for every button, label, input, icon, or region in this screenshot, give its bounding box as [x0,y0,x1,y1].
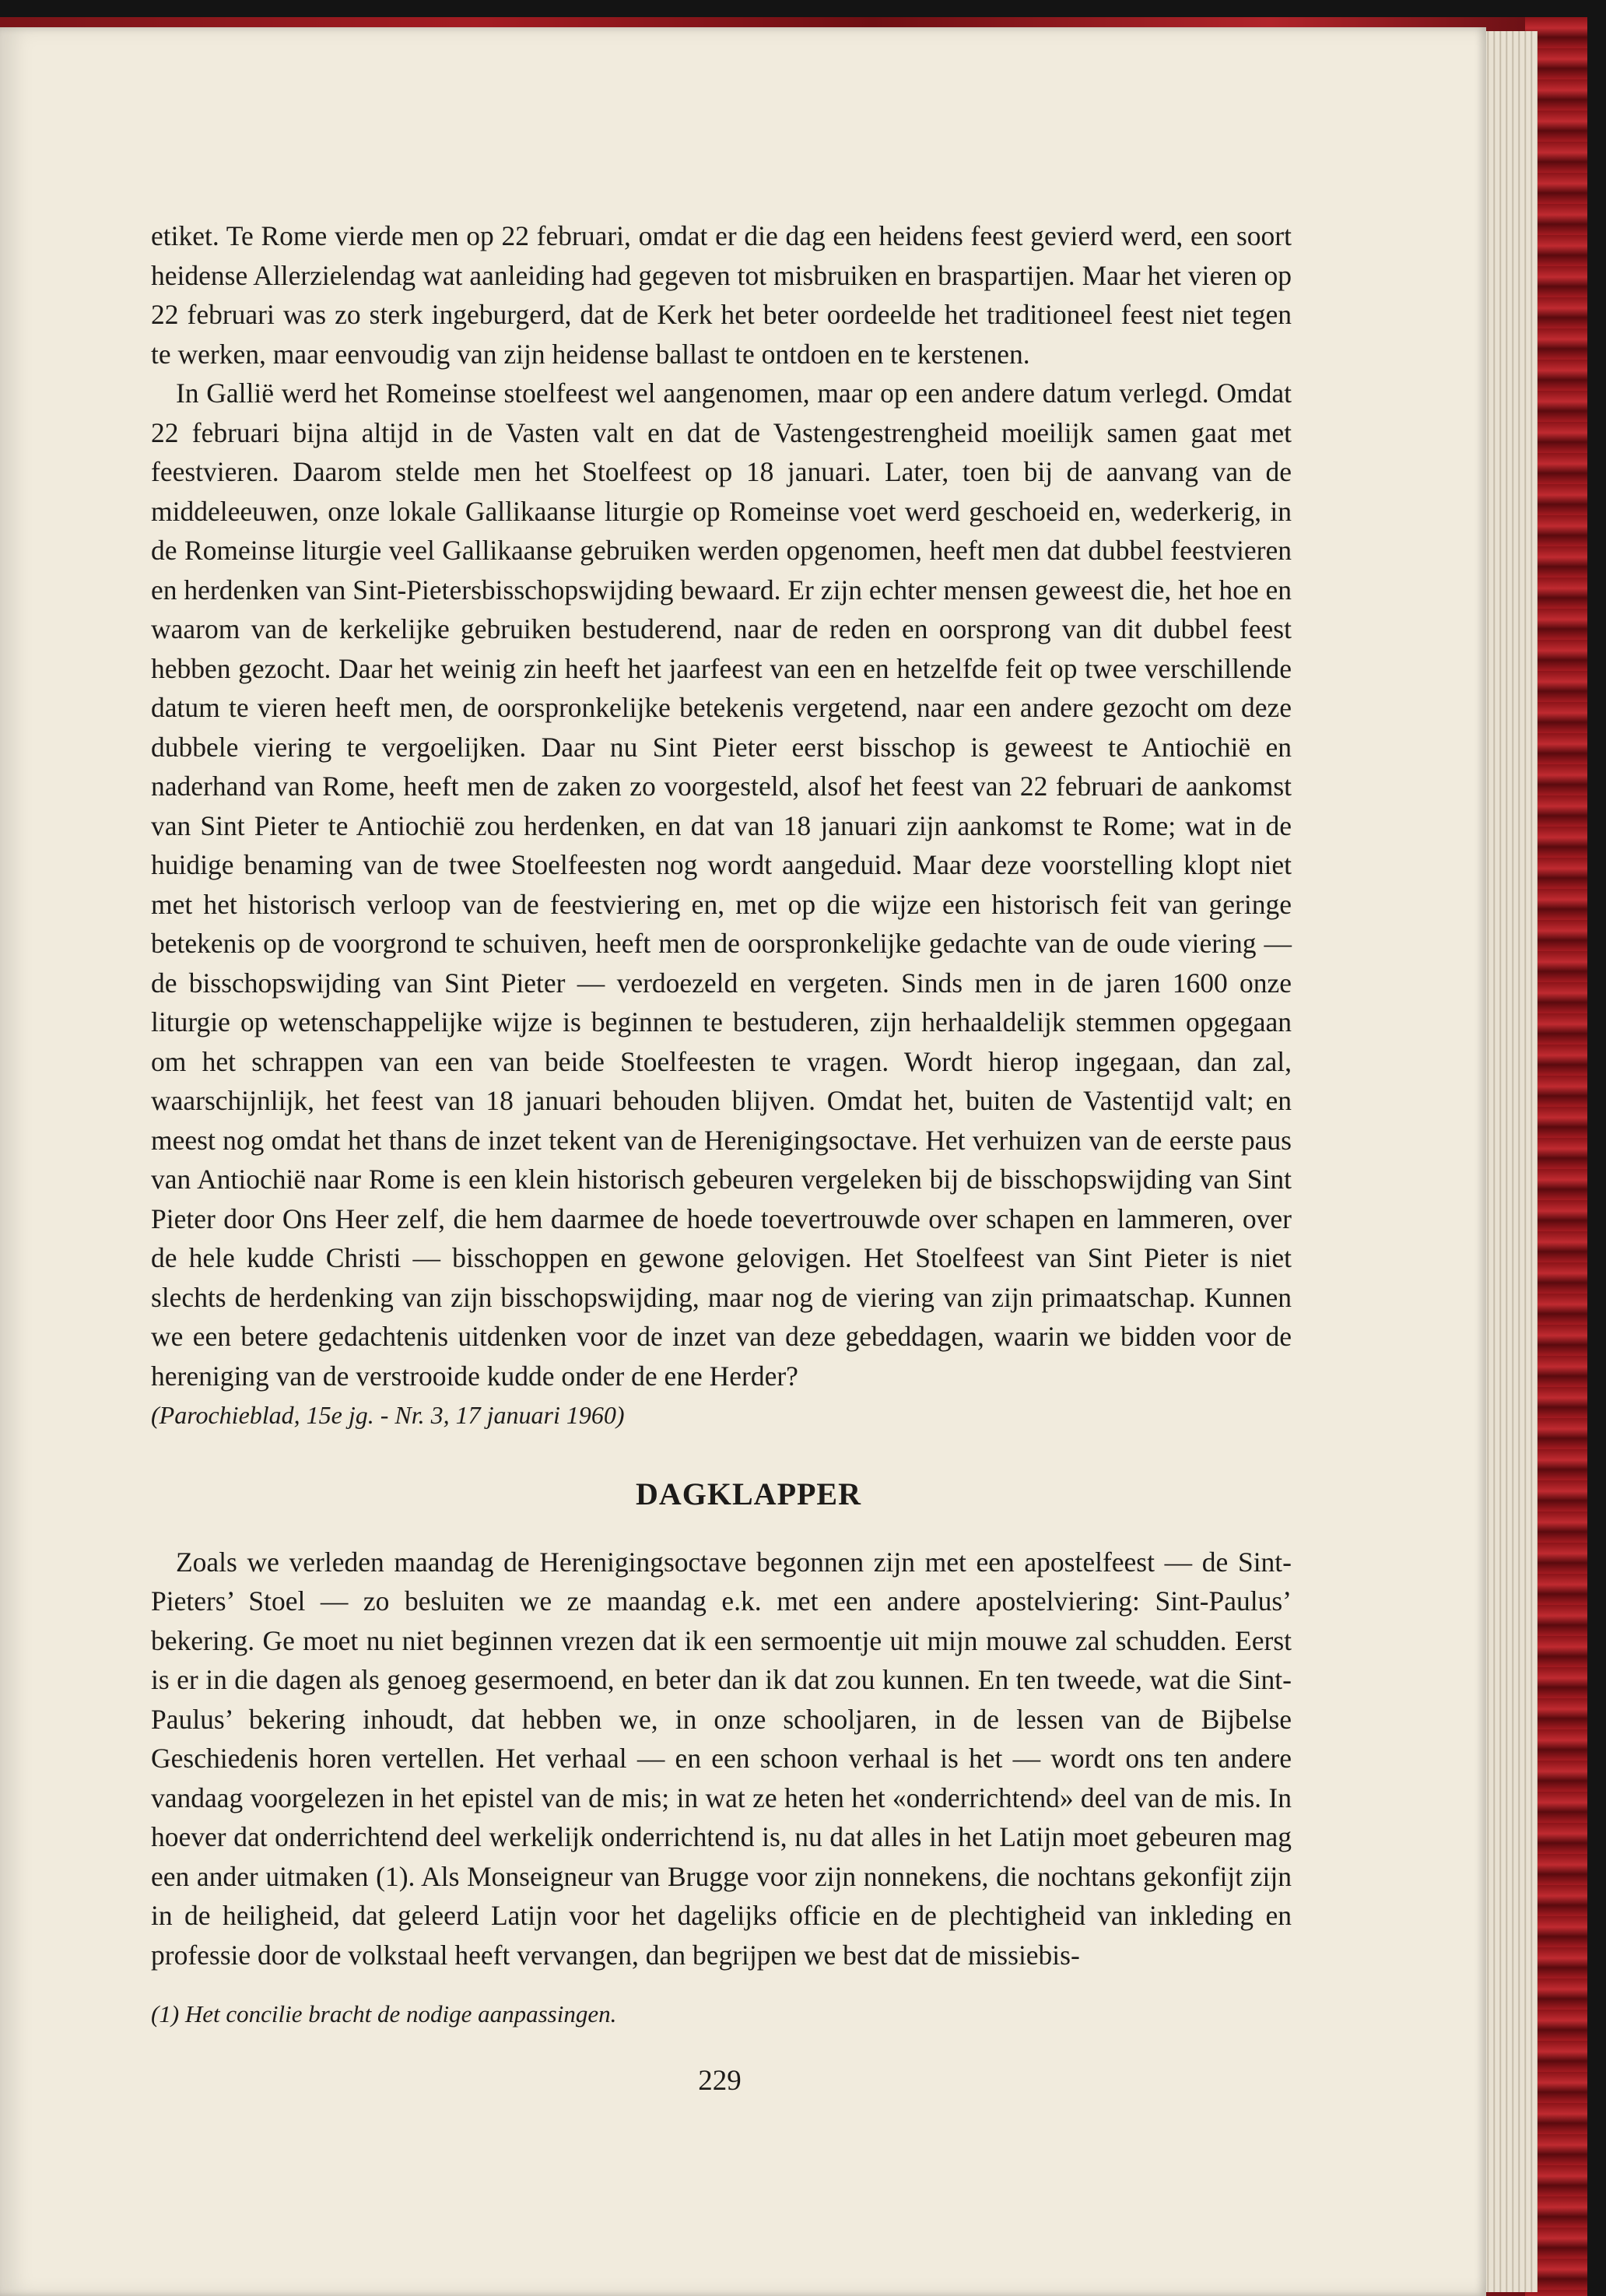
section-heading: DAGKLAPPER [636,1476,861,1511]
footnote: (1) Het concilie bracht de nodige aanpassingen. [151,2000,617,2027]
paragraph: etiket. Te Rome vierde men op 22 februari, omdat er die dag een heidens feest gevierd werd, een soort heidense Allerzielendag wat aanleiding had gegeven tot misbruiken en braspartijen. Maar het vieren op 22 februari was zo sterk ingeburgerd, dat de Kerk het beter oordeelde het traditioneel feest niet tegen te werken, maar eenvoudig van zijn heidense ballast te ontdoen en te kerstenen. [151,220,1292,370]
page-edges [1482,31,1538,2292]
body-text [151,216,1292,1975]
paragraph: In Gallië werd het Romeinse stoelfeest wel aangenomen, maar op een andere datum verlegd. Omdat 22 februari bijna altijd in de Vasten valt en dat de Vastengestrengheid moeilijk samen gaat met feestvieren. Daarom stelde men het Stoelfeest op 18 januari. Later, toen bij de aanvang van de middeleeuwen, onze lokale Gallikaanse liturgie op Romeinse voet werd geschoeid en, wederkerig, in de Romeinse liturgie veel Gallikaanse gebruiken werden opgenomen, heeft men dat dubbel feestvieren en herdenken van Sint-Pietersbisschopswijding bewaard. Er zijn echter mensen geweest die, het hoe en waarom van de kerkelijke gebruiken bestuderend, naar de reden en oorsprong van dit dubbel feest hebben gezocht. Daar het weinig zin heeft het jaarfeest van een en hetzelfde feit op twee verschillende datum te vieren heeft men, de oorspronkelijke betekenis vergetend, naar een andere gezocht om deze dubbele viering te vergoelijken. Daar nu Sint Pieter eerst bisschop is geweest te Antiochië en naderhand van Rome, heeft men de zaken zo voorgesteld, alsof het feest van 22 februari de aankomst van Sint Pieter te Antiochië zou herdenken, en dat van 18 januari zijn aankomst te Rome; wat in de huidige benaming van de twee Stoelfeesten nog wordt aangeduid. Maar deze voorstelling klopt niet met het historisch verloop van de feestviering en, met op die wijze een historisch feit van geringe betekenis op de voorgrond te schuiven, heeft men de oorspronkelijke gedachte van de oude viering — de bisschopswijding van Sint Pieter — verdoezeld en vergeten. Sinds men in de jaren 1600 onze liturgie op wetenschappelijke wijze is beginnen te bestuderen, zijn herhaaldelijk stemmen opgegaan om het schrappen van een van beide Stoelfeesten te vragen. Wordt hierop ingegaan, dan zal, waarschijnlijk, het feest van 18 januari behouden blijven. Omdat het, buiten de Vastentijd valt; en meest nog omdat het thans de inzet tekent van de Herenigingsoctave. Het verhuizen van de eerste paus van Antiochië naar Rome is een klein historisch gebeuren vergeleken bij de bisschopswijding van Sint Pieter door Ons Heer zelf, die hem daarmee de hoede toevertrouwde over schapen en lammeren, over de hele kudde Christi — bisschoppen en gewone gelovigen. Het Stoelfeest van Sint Pieter is niet slechts de herdenking van zijn bisschopswijding, maar nog de viering van zijn primaatschap. Kunnen we een betere gedachtenis uitdenken voor de inzet van deze gebeddagen, waarin we bidden voor de hereniging van de verstrooide kudde onder de ene Herder? [151,377,1292,1392]
paragraph: Zoals we verleden maandag de Herenigingsoctave begonnen zijn met een apostelfeest — de Sint-Pieters’ Stoel — zo besluiten we ze maandag e.k. met een andere apostelviering: Sint-Paulus’ bekering. Ge moet nu niet beginnen vrezen dat ik een sermoentje uit mijn mouwe zal schudden. Eerst is er in die dagen als genoeg gesermoend, en beter dan ik dat zou kunnen. En ten tweede, wat die Sint-Paulus’ bekering inhoudt, dat hebben we, in onze schooljaren, in de lessen van de Bijbelse Geschiedenis horen vertellen. Het verhaal — en een schoon verhaal is het — wordt ons ten andere vandaag voorgelezen in het epistel van de mis; in wat ze heten het «onderrichtend» deel van de mis. In hoever dat onderrichtend deel werkelijk onderrichtend is, nu dat alles in het Latijn moet gebeuren mag een ander uitmaken (1). Als Monseigneur van Brugge voor zijn nonnekens, die nochtans gekonfijt zijn in de heiligheid, dat geleerd Latijn voor het dagelijks officie en de plechtigheid van inkleding en professie door de volkstaal heeft vervangen, dan begrijpen we best dat de missiebis- [151,1546,1292,1971]
page-number: 229 [698,2065,742,2097]
citation: (Parochieblad, 15e jg. - Nr. 3, 17 januari 1960) [151,1401,625,1429]
book-page [0,27,1486,2296]
